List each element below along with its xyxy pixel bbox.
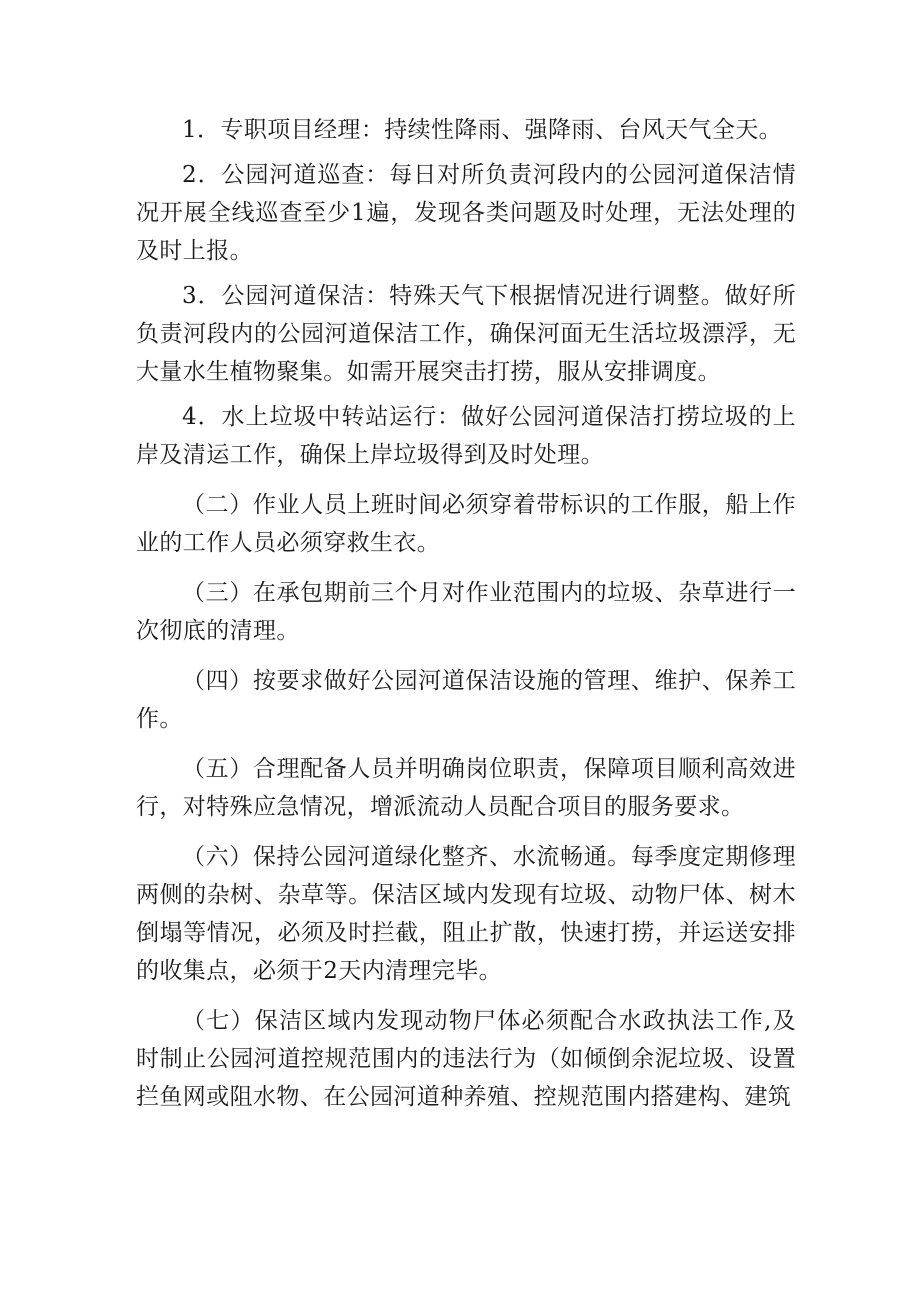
paragraph-section-4: （四）按要求做好公园河道保洁设施的管理、维护、保养工作。 [136, 668, 796, 732]
paragraph-section-3: （三）在承包期前三个月对作业范围内的垃圾、杂草进行一次彻底的清理。 [136, 580, 796, 644]
paragraph-item-1: 1．专职项目经理：持续性降雨、强降雨、台风天气全天。 [182, 117, 783, 143]
paragraph-section-5: （五）合理配备人员并明确岗位职责，保障项目顺利高效进行，对特殊应急情况，增派流动人员配合项目的服务要求。 [136, 756, 796, 820]
document-body [136, 111, 796, 1116]
paragraph-item-3: 3．公园河道保洁：特殊天气下根据情况进行调整。做好所负责河段内的公园河道保洁工作，确保河面无生活垃圾漂浮，无大量水生植物聚集。如需开展突击打捞，服从安排调度。 [136, 283, 796, 385]
paragraph-section-2: （二）作业人员上班时间必须穿着带标识的工作服，船上作业的工作人员必须穿救生衣。 [136, 492, 796, 556]
paragraph-section-7: （七）保洁区域内发现动物尸体必须配合水政执法工作,及时制止公园河道控规范围内的违法行为（如倾倒余泥垃圾、设置拦鱼网或阻水物、在公园河道种养殖、控规范围内搭建构、建筑 [136, 1008, 796, 1110]
paragraph-item-4: 4．水上垃圾中转站运行：做好公园河道保洁打捞垃圾的上岸及清运工作，确保上岸垃圾得到及时处理。 [136, 404, 796, 468]
paragraph-section-6: （六）保持公园河道绿化整齐、水流畅通。每季度定期修理两侧的杂树、杂草等。保洁区域内发现有垃圾、动物尸体、树木倒塌等情况，必须及时拦截，阻止扩散，快速打捞，并运送安排的收集点，必须于2天内清理完毕。 [136, 844, 796, 984]
paragraph-item-2: 2．公园河道巡查：每日对所负责河段内的公园河道保洁情况开展全线巡查至少1遍，发现各类问题及时处理，无法处理的及时上报。 [136, 162, 796, 264]
